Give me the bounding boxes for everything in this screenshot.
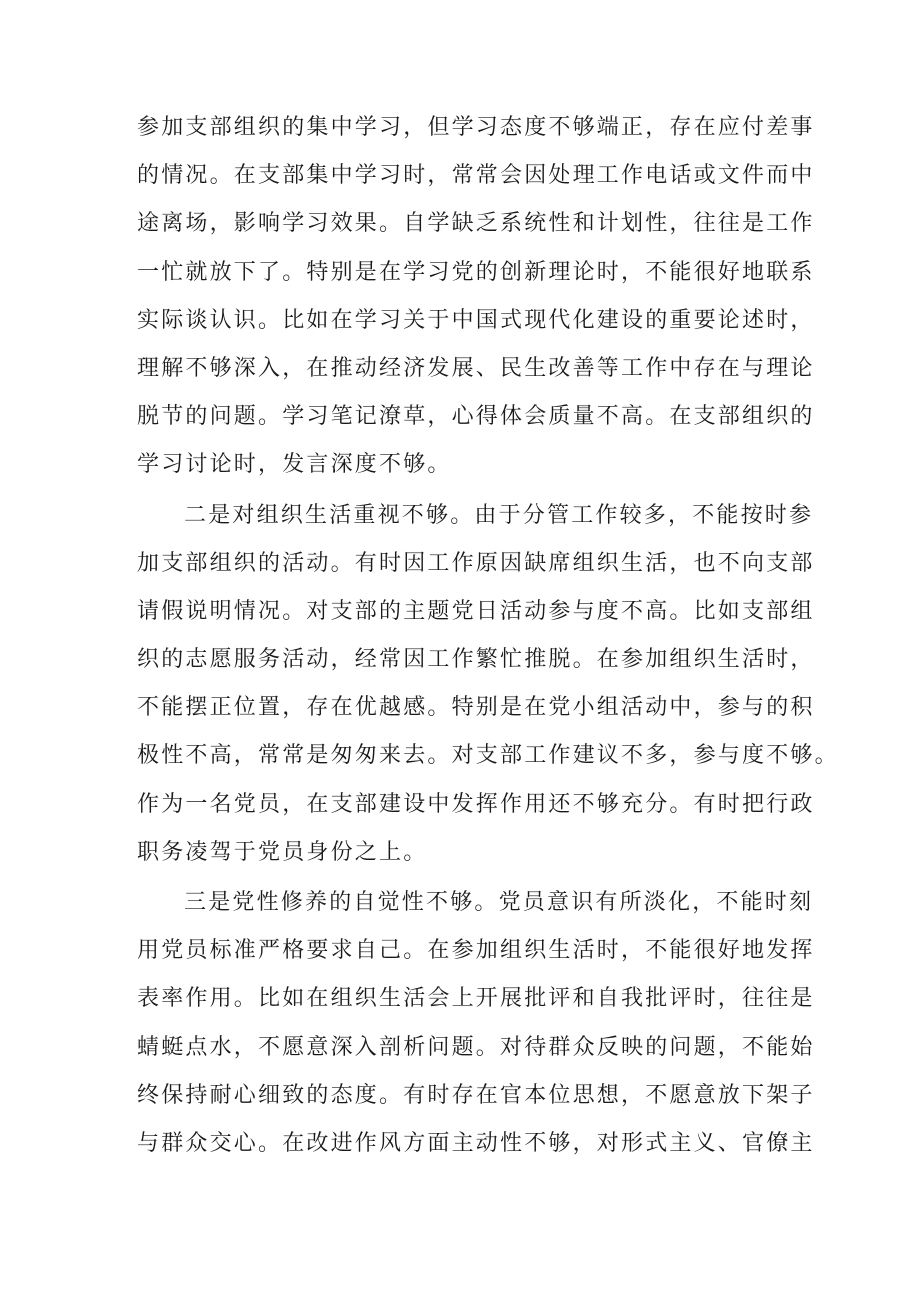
text-line: 三是党性修养的自觉性不够。党员意识有所淡化，不能时刻 (184, 890, 814, 915)
text-line: 实际谈认识。比如在学习关于中国式现代化建设的重要论述时， (137, 307, 815, 333)
text-line: 理解不够深入，在推动经济发展、民生改善等工作中存在与理论 (137, 355, 815, 381)
text-line: 用党员标准严格要求自己。在参加组织生活时，不能很好地发挥 (137, 938, 815, 964)
paragraph-3 (137, 879, 815, 1168)
text-line: 与群众交心。在改进作风方面主动性不够，对形式主义、官僚主 (137, 1130, 815, 1156)
text-line: 加支部组织的活动。有时因工作原因缺席组织生活，也不向支部 (137, 550, 815, 576)
text-line: 途离场，影响学习效果。自学缺乏系统性和计划性，往往是工作 (137, 211, 815, 237)
text-line: 脱节的问题。学习笔记潦草，心得体会质量不高。在支部组织的 (137, 404, 815, 430)
document-body (137, 104, 839, 1168)
paragraph-2 (137, 492, 839, 878)
text-line: 二是对组织生活重视不够。由于分管工作较多，不能按时参 (184, 502, 814, 528)
text-line: 学习讨论时，发言深度不够。 (137, 452, 452, 478)
text-line: 职务凌驾于党员身份之上。 (137, 839, 428, 865)
paragraph-1 (137, 104, 815, 490)
text-line: 蜻蜓点水，不愿意深入剖析问题。对待群众反映的问题，不能始 (137, 1034, 815, 1060)
text-line: 请假说明情况。对支部的主题党日活动参与度不高。比如支部组 (137, 598, 815, 624)
text-line: 不能摆正位置，存在优越感。特别是在党小组活动中，参与的积 (137, 695, 815, 721)
text-line: 极性不高，常常是匆匆来去。对支部工作建议不多，参与度不够。 (137, 743, 839, 769)
text-line: 的情况。在支部集中学习时，常常会因处理工作电话或文件而中 (137, 163, 815, 189)
text-line: 一忙就放下了。特别是在学习党的创新理论时，不能很好地联系 (137, 259, 815, 285)
text-line: 表率作用。比如在组织生活会上开展批评和自我批评时，往往是 (137, 986, 815, 1012)
text-line: 终保持耐心细致的态度。有时存在官本位思想，不愿意放下架子 (137, 1082, 815, 1108)
text-line: 作为一名党员，在支部建设中发挥作用还不够充分。有时把行政 (137, 791, 815, 817)
text-line: 织的志愿服务活动，经常因工作繁忙推脱。在参加组织生活时， (137, 647, 815, 673)
text-line: 参加支部组织的集中学习，但学习态度不够端正，存在应付差事 (137, 115, 815, 140)
